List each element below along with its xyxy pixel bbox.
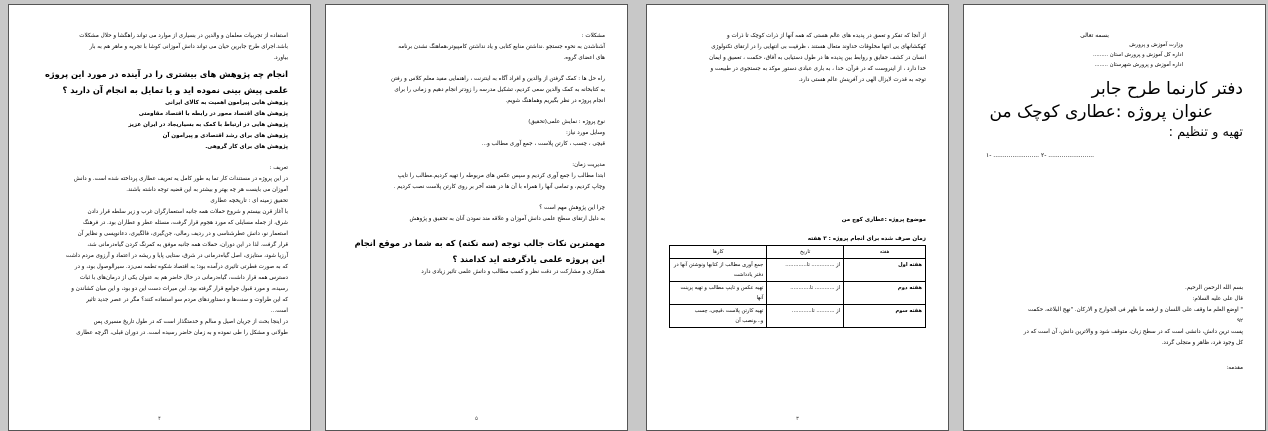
- text-line: های اعضای گروه.: [563, 55, 605, 61]
- week-cell: هفته سوم: [844, 305, 926, 328]
- document-title: دفتر کارنما طرح جابر: [1091, 79, 1243, 99]
- project-subject: موضوع پروژه :عطاری کوچ من: [841, 217, 926, 223]
- column-header: کارها: [670, 246, 767, 259]
- bullet-item: پژوهش های برای کار گروهی.: [205, 144, 288, 150]
- quote-line: " اوضع العلم ما وقف علی اللسان و ارفعه ما ظهر فی الجوارح و الارکان. "نهج البلاغه، حکمت: [1027, 307, 1243, 313]
- basmala: بسم الله الرحمن الرحیم.: [1185, 285, 1243, 291]
- document-page-1: [8, 4, 311, 431]
- week-cell: هفته اول: [844, 259, 926, 282]
- text-line: که این طراوت و سنت‌ها و دستاوردهای مردم سو استفاده کنند؟ مگر در عصر جدید تاثیر: [86, 297, 288, 303]
- time-spent: زمان صرف شده برای انجام پروژه : ۳ هفته: [807, 236, 926, 242]
- column-header: تاریخ: [767, 246, 844, 259]
- date-cell: از ............ تا............: [767, 282, 844, 305]
- text-line: همکاری و مشارکت در دقت نظر و کسب مطالب و دانش علمی تاثیر زیادی دارد: [421, 269, 605, 275]
- problems-title: مشکلات :: [581, 33, 605, 39]
- text-line: کهکشانهای بی انتها مخلوقات خداوند متعال هستند ، ظرفیت بی انتهایی را در ارتقای تکنولوژی: [711, 44, 926, 50]
- bullet-item: پژوهش های برای رشد اقتصادی و پیرامون آن: [162, 133, 288, 139]
- text-line: است...: [270, 308, 288, 314]
- quote-line: کل وجود فرد، ظاهر و متجلی گردد.: [1161, 340, 1243, 346]
- text-line: توجه به قدرت لایزال الهی در آفرینش عالم هستی دارد.: [798, 77, 926, 83]
- text-line: قیچی ، چسب ، کارتن پلاست ، جمع آوری مطالب و...: [481, 141, 605, 147]
- document-page-3: [646, 4, 949, 431]
- table-row: [670, 259, 926, 282]
- project-type: نوع پروژه : نمایش علمی(تحقیق): [528, 119, 605, 125]
- date-cell: از .............. تا.............: [767, 259, 844, 282]
- text-line: خدا دارد ، از اینروست که در قرآن، خدا ، به باری عبادی دستور موکد به جستجوی در طبیعت و: [710, 66, 926, 72]
- text-line: آموزان می بایست هر چه بهتر و بیشتر به این قضیه توجه داشته باشند.: [126, 187, 288, 193]
- week-cell: هفته دوم: [844, 282, 926, 305]
- bullet-item: پژوهش های اقتصاد محور در رابطه با اقتصاد مقاومتی: [138, 111, 288, 117]
- text-line: باشد.اجرای طرح جابرین حیان می تواند دانش آموزانی کوشا با تجربه و ماهر هم به بار: [89, 44, 288, 50]
- quote-line: پست ترین دانش، دانشی است که در سطح زبان، متوقف شود و والاترین دانش، آن است که در: [1023, 329, 1243, 335]
- schedule-table: [669, 245, 926, 328]
- page-number: ۵: [475, 416, 478, 422]
- definition-title: تعریف :: [269, 165, 288, 171]
- document-page-4: [963, 4, 1266, 431]
- column-header: هفته: [844, 246, 926, 259]
- table-row: [670, 305, 926, 328]
- text-line: آشناشدن به نحوه جستجو .نداشتن منابع کتابی و یاد نداشتن کامپیوتر،هماهنگ نشدن برنامه: [398, 44, 605, 50]
- bullet-item: پژوهش هایی پیرامون اهمیت به کالای ایرانی: [165, 100, 288, 106]
- bismillah-header: بسمه تعالی: [1080, 32, 1109, 39]
- text-line: که به صورت فطرتی تاثیری درآمده بود؛ به اقتصاد شکوه تطمه نمی‌زد. سیرالوصول بود، و در: [74, 264, 288, 270]
- text-line: به کتابخانه به کمک والدین سعی کردیم، تشکیل مدرسه را زودتر انجام دهیم و زمانی را برای: [394, 87, 605, 93]
- document-page-2: [325, 4, 628, 431]
- text-line: طولانی و مشکل را طی نموده و به زمان حاضر رسیده است. در دوران قبلی، اگرچه عطاری: [76, 330, 288, 336]
- text-line: راه حل ها : کمک گرفتن از والدین و افراد آگاه به اینترنت ، راهنمایی مفید معلم کلاس و رفتن: [391, 76, 605, 82]
- text-line: انجام پروژه در نظر بگیریم وهماهنگ شویم.: [505, 98, 605, 104]
- text-line: استعمار نو، دانش عطرشناسی و در ردیف رمالی، جن‌گیری، فالگیری، دعانویسی و نظایر آن: [77, 231, 288, 237]
- quote-line: ۹۲: [1236, 318, 1243, 324]
- ministry-line: وزارت آموزش و پرورش: [1129, 42, 1183, 48]
- bullet-item: پژوهش هایی در ارتباط با کمک به بسیاریجاد در ایران عزیز: [128, 122, 288, 128]
- text-line: به دلیل ارتقای سطح علمی دانش آموزان و علاقه مند نمودن آنان به تحقیق و پژوهش: [409, 216, 605, 222]
- date-cell: از ........... تا............: [767, 305, 844, 328]
- task-cell: تهیه عکس و تایپ مطالب و تهیه پرینت آنها: [670, 282, 767, 305]
- text-line: شرق، از جمله مسایلی که مورد هجوم قرار گرفت، مسئله عطر و عطاران بود. در فرهنگ: [82, 220, 288, 226]
- text-line: در اینجا بحث از جریان اصیل و سالم و خدمتگذار است که در طول تاریخ مسیری پس: [93, 319, 288, 325]
- project-title: عنوان پروژه :عطاری کوچک من: [989, 102, 1213, 122]
- text-line: در این پروژه در مستندات کار تما یه طور کامل یه تعریف عطاری پرداخته شده است. و دانش: [73, 176, 288, 182]
- text-line: با آغاز قرن بیستم و شروع حملات همه جانبه استعمارگران غرب و زیر سلطه قرار دادن: [87, 209, 288, 215]
- text-line: قرار گرفت. لذا در این دوران، حملات همه جانبه موفق به کمرنگ کردن گیاه‌درمانی شد،: [87, 242, 288, 248]
- table-row: [670, 282, 926, 305]
- tools-title: وسایل مورد نیاز:: [565, 130, 605, 136]
- section-heading: انجام چه پژوهش های بیشتری را در آینده در مورد این پروژه علمی پیش بینی نموده اید و یا تمایل به انجام آن دارید ؟: [44, 69, 288, 95]
- why-title: چرا این پژوهش مهم است ؟: [539, 205, 605, 211]
- section-heading: مهمترین نکات جالب توجه (سه نکته) که به شما در موقع انجام این پروژه علمی یادگرفته اید کدامند ؟: [354, 238, 605, 264]
- task-cell: جمع آوری مطالب از کتابها ونوشتن آنها در دفتر یادداشت: [670, 259, 767, 282]
- quote-line: قال علی علیه السلام:: [1192, 296, 1243, 302]
- text-line: استفاده از تجربیات معلمان و والدین در بسیاری از موارد می تواند راهگشا و حلال مشکلات: [79, 33, 288, 39]
- prepared-by: تهیه و تنظیم :: [1168, 125, 1243, 140]
- page-number: ۴: [158, 416, 161, 422]
- text-line: وچاپ کردیم، و تمامی آنها را همراه با آن ها در هفته آخر بر روی کارتن پلاست نصب کردیم .: [393, 184, 605, 190]
- task-cell: تهیه کارتن پلاست ،قیچی، چسب و...ونصب آن: [670, 305, 767, 328]
- names-line: ۱- ........................ ۲- ........................: [986, 152, 1095, 159]
- history-title: تحقیق زمینه ای : تاریخچه عطاری: [210, 198, 288, 204]
- text-line: آرزیا شود، ستایزی، اصل گیاه‌درمانی در شرق، ستایی پایا و ریشه در اعتماد و آرزوی مردم داشت: [65, 253, 288, 259]
- text-line: انسان در کشف حقایق و روابط بین پدیده ها در طول دستیابی به آفاق، حکمت ، تعمیق و ایمان: [709, 55, 926, 61]
- office-line: اداره آموزش و پرورش شهرستان ........: [1094, 62, 1183, 68]
- text-line: ابتدا مطالب را جمع آوری کردیم و سپس عکس های مربوطه را تهیه کردیم.مطالب را تایپ: [397, 173, 605, 179]
- office-line: اداره کل آموزش و پرورش استان .........: [1092, 52, 1183, 58]
- page-number: ۳: [796, 416, 799, 422]
- intro-title: مقدمه:: [1226, 365, 1243, 371]
- time-management-title: مدیریت زمان:: [572, 162, 605, 168]
- text-line: بیاورد.: [273, 55, 288, 61]
- text-line: از آنجا که تفکر و تعمق در پدیده های عالم هستی که همه آنها از ذرات کوچک تا ذرات و: [727, 33, 926, 39]
- text-line: دسترس همه قرار داشت، گیاه‌درمانی در حال حاضر هم به عنوان یکی از درمان‌های با ثبات: [79, 275, 288, 281]
- table-header-row: [670, 246, 926, 259]
- text-line: رسیده، و مورد قبول جوامع قرار گرفته بود. این میراث دست این دو بود، و این میان کشاندن و: [71, 286, 288, 292]
